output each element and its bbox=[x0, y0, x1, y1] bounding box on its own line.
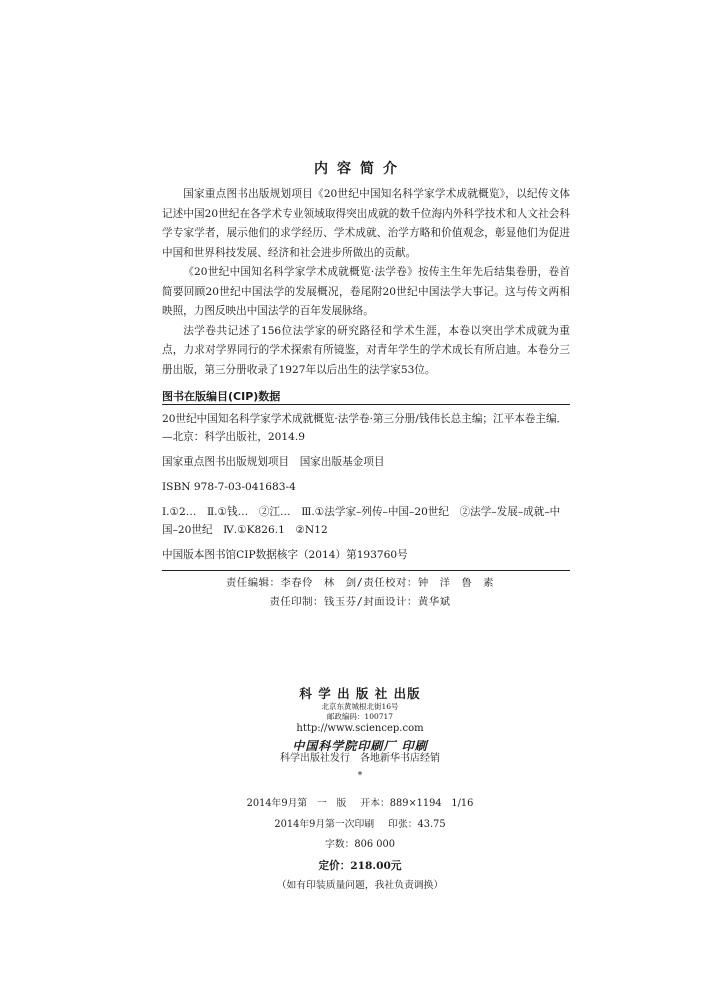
summary-title: 内容简介 bbox=[314, 161, 406, 177]
printer-name: 中国科学院印刷厂 印刷 bbox=[292, 739, 428, 753]
format: 开本：889×1194 1/16 bbox=[360, 798, 474, 809]
cip-isbn: ISBN 978-7-03-041683-4 bbox=[162, 481, 296, 493]
distribution-line: 科学出版社发行 各地新华书店经销 bbox=[280, 753, 440, 764]
word-count: 字数：806 000 bbox=[325, 839, 395, 850]
cip-top-rule bbox=[162, 404, 570, 405]
printing: 2014年9月第一次印刷 bbox=[274, 818, 375, 830]
summary-paragraph: 《20世纪中国知名科学家学术成就概览·法学卷》按传主生年先后结集卷册，卷首简要回顾20世纪中国法学的发展概况，卷尾附20世纪中国法学大事记。这与传文两相映照，力图反映出中国法学的百年发展脉络。 bbox=[162, 266, 570, 317]
editors-line: 责任编辑：李春伶 林 剑/责任校对：钟 洋 鲁 素 bbox=[225, 577, 495, 589]
price: 定价：218.00元 bbox=[318, 859, 402, 872]
summary-paragraph: 国家重点图书出版规划项目《20世纪中国知名科学家学术成就概览》，以纪传文体记述中国20世纪在各学术专业领域取得突出成就的数千位海内外科学技术和人文社会科学专家学者，展示他们的求学经历、学术成就、治学方略和价值观念，彰显他们为促进中国和世界科技发展、经济和社会进步所做出的贡献。 bbox=[162, 188, 570, 259]
cip-heading: 图书在版编目(CIP)数据 bbox=[162, 390, 281, 403]
cip-title-line: 20世纪中国知名科学家学术成就概览·法学卷·第三分册/钱伟长总主编；江平本卷主编．—北京：科学出版社，2014.9 bbox=[162, 413, 568, 443]
publication-info bbox=[0, 794, 720, 897]
cip-classification: Ⅰ.①2… Ⅱ.①钱… ②江… Ⅲ.①法学家–列传–中国–20世纪 ②法学–发展–成就–中国–20世纪 Ⅳ.①K826.1 ②N12 bbox=[162, 506, 561, 536]
publisher-name: 科 学 出 版 社 出版 bbox=[299, 686, 421, 701]
pubinfo-row bbox=[0, 815, 720, 836]
content-summary bbox=[162, 185, 570, 380]
publisher-address: 北京东黄城根北街16号 bbox=[321, 702, 399, 711]
cip-bottom-rule bbox=[162, 570, 570, 571]
cip-data bbox=[162, 410, 570, 564]
cip-number: 中国版本图书馆CIP数据核字（2014）第193760号 bbox=[162, 549, 408, 561]
cip-project-line: 国家重点图书出版规划项目 国家出版基金项目 bbox=[162, 456, 385, 468]
sheets: 印张：43.75 bbox=[388, 818, 446, 830]
pubinfo-row bbox=[0, 794, 720, 815]
publisher-postcode: 邮政编码：100717 bbox=[326, 712, 394, 721]
editors-line: 责任印制：钱玉芬/封面设计：黄华斌 bbox=[269, 596, 451, 608]
summary-paragraph: 法学卷共记述了156位法学家的研究路径和学术生涯，本卷以突出学术成就为重点，力求对学界同行的学术探索有所镜鉴，对青年学生的学术成长有所启迪。本卷分三册出版，第三分册收录了1927年以后出生的法学家53位。 bbox=[162, 324, 570, 376]
publisher-block bbox=[0, 686, 720, 755]
separator-asterisk: * bbox=[357, 771, 363, 781]
publisher-url: http://www.sciencep.com bbox=[296, 723, 424, 734]
editors-credits bbox=[0, 574, 720, 612]
edition: 2014年9月第 一 版 bbox=[246, 798, 347, 809]
quality-note: （如有印装质量问题，我社负责调换） bbox=[276, 880, 444, 891]
